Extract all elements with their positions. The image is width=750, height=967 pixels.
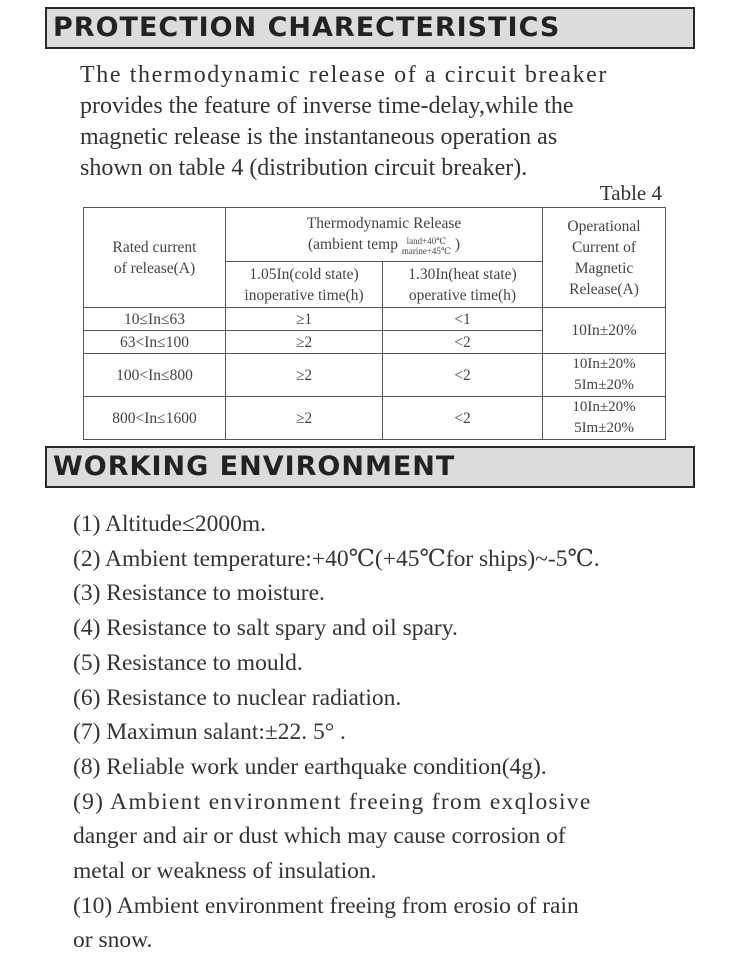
protection-heading: PROTECTION CHARECTERISTICS <box>45 7 695 49</box>
list-item: (3) Resistance to moisture. <box>73 580 325 607</box>
table-row: 63<In≤100 ≥2 <2 <box>84 331 666 354</box>
list-item: (2) Ambient temperature:+40℃(+45℃for ships)~-5℃. <box>73 545 600 572</box>
list-item: (10) Ambient environment freeing from erosio of rain <box>73 892 579 919</box>
list-item: or snow. <box>73 927 153 954</box>
list-item: (6) Resistance to nuclear radiation. <box>73 684 402 711</box>
list-item: metal or weakness of insulation. <box>73 858 377 885</box>
environment-list <box>73 507 673 958</box>
magnetic-value: 10In±20% 5Im±20% <box>543 397 666 440</box>
magnetic-value: 10In±20% 5Im±20% <box>543 354 666 397</box>
magnetic-value: 10In±20% <box>543 308 666 354</box>
list-item: (4) Resistance to salt spary and oil spary. <box>73 615 458 642</box>
header-magnetic: Operational Current of Magnetic Release(A) <box>543 208 666 308</box>
release-table <box>83 207 666 440</box>
header-rated-current: Rated current of release(A) <box>84 208 226 308</box>
protection-intro <box>80 60 680 184</box>
table-row: 100<In≤800 ≥2 <2 10In±20% 5Im±20% <box>84 354 666 397</box>
list-item: (9) Ambient environment freeing from exqlosive <box>73 788 592 815</box>
header-heat-state: 1.30In(heat state) operative time(h) <box>383 262 543 308</box>
list-item: (5) Resistance to mould. <box>73 649 303 676</box>
intro-line: shown on table 4 (distribution circuit breaker). <box>80 155 528 181</box>
table-row: 800<In≤1600 ≥2 <2 10In±20% 5Im±20% <box>84 397 666 440</box>
list-item: (7) Maximun salant:±22. 5° . <box>73 719 346 746</box>
table-row: 10≤In≤63 ≥1 <1 10In±20% <box>84 308 666 331</box>
intro-line: provides the feature of inverse time-delay,while the <box>80 93 574 119</box>
header-cold-state: 1.05In(cold state) inoperative time(h) <box>226 262 383 308</box>
list-item: danger and air or dust which may cause corrosion of <box>73 823 566 850</box>
header-thermodynamic: Thermodynamic Release (ambient temp land+40℃ marine+45℃ ) <box>226 208 543 262</box>
list-item: (8) Reliable work under earthquake condition(4g). <box>73 753 547 780</box>
list-item: (1) Altitude≤2000m. <box>73 511 267 537</box>
intro-line: The thermodynamic release of a circuit breaker <box>80 62 609 88</box>
environment-heading: WORKING ENVIRONMENT <box>45 446 695 488</box>
table-caption: Table 4 <box>599 181 662 205</box>
intro-line: magnetic release is the instantaneous operation as <box>80 124 558 150</box>
